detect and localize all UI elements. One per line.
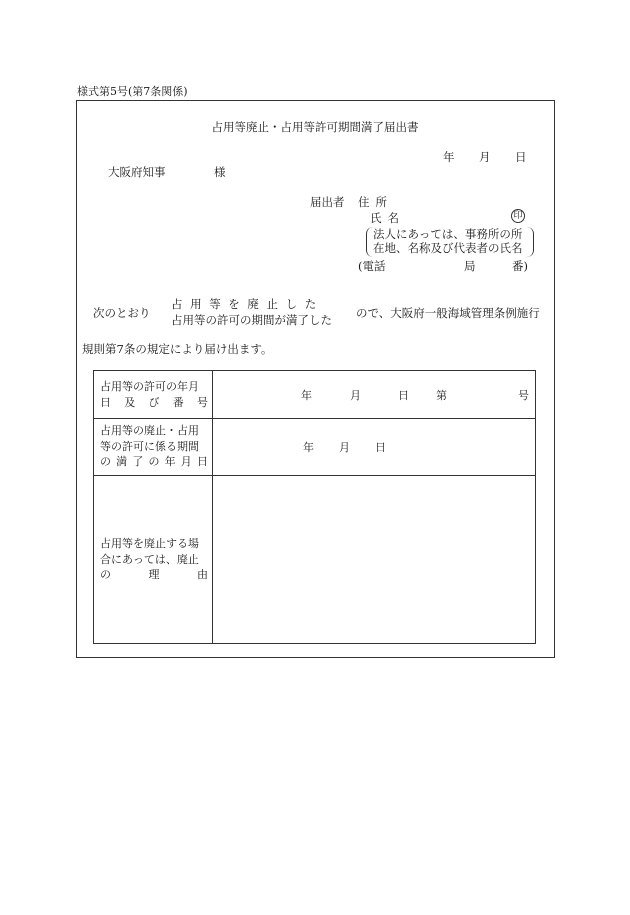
row2-year: 年 xyxy=(303,441,314,454)
row1-year: 年 xyxy=(301,389,312,402)
date-year-label: 年 xyxy=(443,150,455,164)
addressee-honorific: 様 xyxy=(214,165,226,179)
body-main-text: ので、大阪府一般海域管理条例施行 xyxy=(356,306,540,320)
row3-reason-field[interactable] xyxy=(214,476,534,641)
phone-exchange-label: 局 xyxy=(464,259,476,273)
body-choice-abolish: 占用等を廃止した xyxy=(171,297,324,311)
row2-label: 占用等の廃止・占用 等の許可に係る期間 の 満 了 の 年 月 日 xyxy=(100,424,208,468)
row1-day: 日 xyxy=(398,389,409,402)
row1-number-suffix: 号 xyxy=(518,389,529,402)
body-lead: 次のとおり xyxy=(93,306,151,320)
row2-month: 月 xyxy=(339,441,350,454)
phone-label: (電話 xyxy=(358,259,386,273)
body-continuation: 規則第7条の規定により届け出ます。 xyxy=(82,342,273,356)
addressee-name: 大阪府知事 xyxy=(108,165,166,179)
date-day-label: 日 xyxy=(515,150,527,164)
phone-number-label: 番) xyxy=(512,259,528,273)
document-title: 占用等廃止・占用等許可期間満了届出書 xyxy=(211,120,419,134)
corp-note-line1: 法人にあっては、事務所の所 xyxy=(373,227,523,241)
notifier-label: 届出者 xyxy=(310,195,345,209)
row3-label: 占用等を廃止する場 合にあっては、廃止 の 理 由 xyxy=(100,537,208,581)
row2-day: 日 xyxy=(375,441,386,454)
seal-icon: 印 xyxy=(511,209,525,223)
address-label: 住所 xyxy=(358,195,393,209)
form-reference: 様式第5号(第7条関係) xyxy=(77,85,188,98)
name-label: 氏名 xyxy=(370,211,405,225)
row1-label: 占用等の許可の年月 日 及 び 番 号 xyxy=(100,380,208,409)
date-month-label: 月 xyxy=(479,150,491,164)
row1-month: 月 xyxy=(350,389,361,402)
body-choice-expired: 占用等の許可の期間が満了した xyxy=(171,313,332,327)
table-divider-vertical xyxy=(212,371,213,643)
row1-number-prefix: 第 xyxy=(436,389,447,402)
table-divider-row1 xyxy=(94,418,535,419)
corp-note-line2: 在地、名称及び代表者の氏名 xyxy=(373,241,523,255)
info-table xyxy=(93,370,536,644)
